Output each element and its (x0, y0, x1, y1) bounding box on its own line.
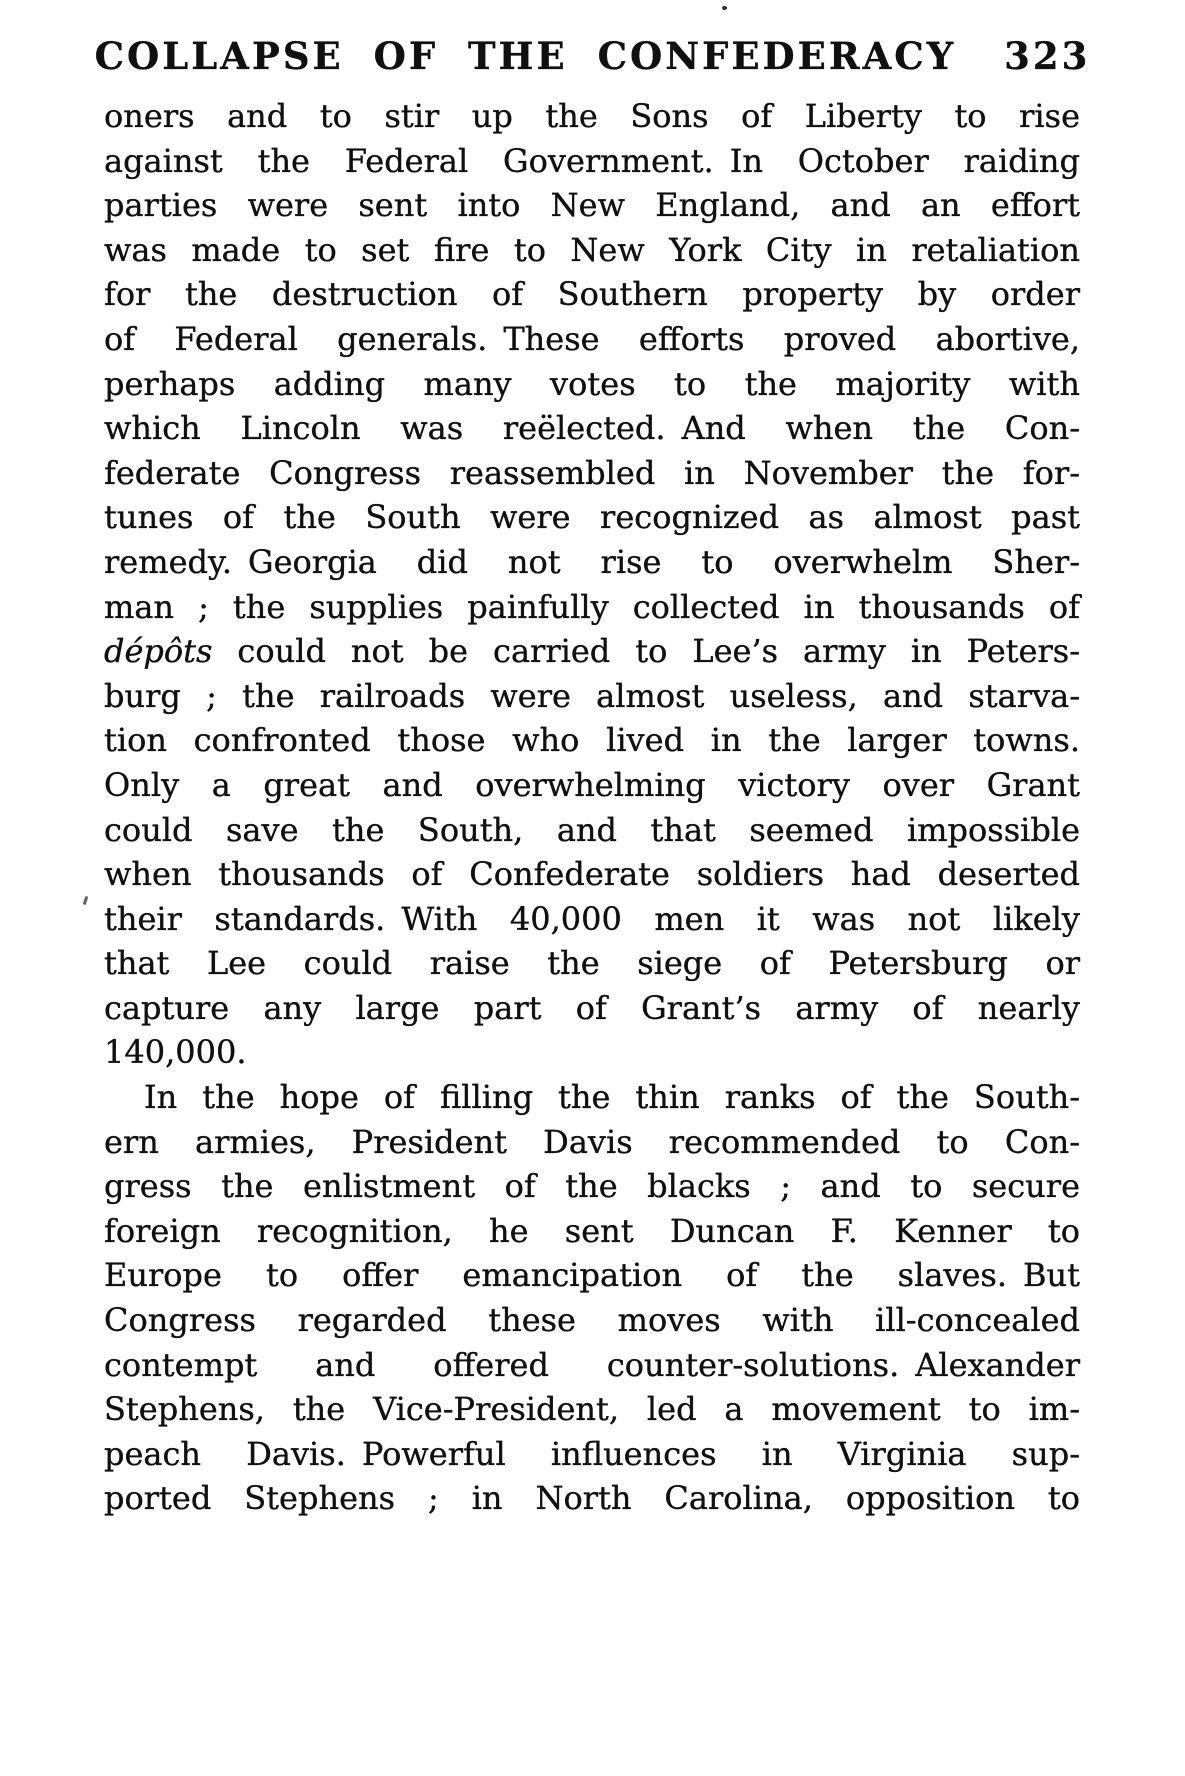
text-segment: perhaps adding many votes to the majority with (104, 364, 1080, 403)
text-line (104, 629, 1080, 674)
text-segment: ported Stephens ; in North Carolina, opposition to (104, 1479, 1080, 1518)
text-line (104, 1343, 1080, 1388)
text-segment: could save the South, and that seemed impossible (104, 810, 1080, 849)
text-segment: tion confronted those who lived in the larger towns. (104, 721, 1080, 760)
text-line (104, 986, 1080, 1031)
text-segment: of Federal generals. These efforts proved abortive, (104, 319, 1080, 358)
text-line (104, 674, 1080, 719)
text-line (104, 139, 1080, 184)
text-segment: for the destruction of Southern property by order (104, 275, 1080, 314)
text-line (104, 897, 1080, 942)
text-line (104, 808, 1080, 853)
text-segment: burg ; the railroads were almost useless, and starva- (104, 676, 1080, 715)
text-segment: gress the enlistment of the blacks ; and to secure (104, 1167, 1080, 1206)
text-line (104, 495, 1080, 540)
text-line (104, 1298, 1080, 1343)
text-segment: could not be carried to Lee’s army in Peters- (212, 632, 1080, 671)
scan-artifact-mark (83, 896, 89, 905)
text-segment: that Lee could raise the siege of Petersburg or (104, 944, 1080, 983)
text-segment: when thousands of Confederate soldiers had deserted (104, 855, 1080, 894)
text-segment: Congress regarded these moves with ill-concealed (104, 1301, 1080, 1340)
paragraph (104, 94, 1080, 1075)
scan-artifact-dot (722, 6, 727, 10)
text-line (104, 941, 1080, 986)
text-line (104, 852, 1080, 897)
text-line (104, 540, 1080, 585)
text-segment: against the Federal Government. In October raiding (104, 141, 1080, 180)
text-segment: was made to set fire to New York City in retaliation (104, 230, 1080, 269)
text-line (104, 585, 1080, 630)
text-line (104, 1164, 1080, 1209)
running-head-title: COLLAPSE OF THE CONFEDERACY (94, 34, 957, 78)
text-line (104, 1432, 1080, 1477)
text-line (104, 1030, 1080, 1075)
text-line (104, 406, 1080, 451)
text-line (104, 1120, 1080, 1165)
text-segment: which Lincoln was reëlected. And when the Con- (104, 409, 1080, 448)
page-header (0, 34, 1185, 78)
text-line (104, 451, 1080, 496)
text-segment: 140,000. (104, 1033, 247, 1072)
text-line (104, 718, 1080, 763)
text-line (104, 1209, 1080, 1254)
text-segment: man ; the supplies painfully collected in thousands of (104, 587, 1080, 626)
text-line (104, 1075, 1080, 1120)
text-line (104, 1253, 1080, 1298)
text-segment: tunes of the South were recognized as almost past (104, 498, 1080, 537)
text-segment: Stephens, the Vice-President, led a movement to im- (104, 1390, 1080, 1429)
text-segment: Europe to offer emancipation of the slaves. But (104, 1256, 1080, 1295)
text-segment: Only a great and overwhelming victory over Grant (104, 765, 1080, 804)
text-segment: ern armies, President Davis recommended to Con- (104, 1122, 1080, 1161)
text-segment: contempt and offered counter-solutions. Alexander (104, 1345, 1080, 1384)
text-segment: capture any large part of Grant’s army of nearly (104, 988, 1080, 1027)
text-line (104, 228, 1080, 273)
text-segment: dépôts (104, 632, 213, 671)
text-segment: peach Davis. Powerful influences in Virginia sup- (104, 1434, 1080, 1473)
text-line (104, 183, 1080, 228)
text-line (104, 317, 1080, 362)
paragraph (104, 1075, 1080, 1521)
text-line (104, 362, 1080, 407)
text-segment: parties were sent into New England, and an effort (104, 186, 1080, 225)
text-segment: oners and to stir up the Sons of Liberty to rise (104, 97, 1080, 135)
text-segment: federate Congress reassembled in November the for- (104, 453, 1080, 492)
page-number: 323 (1004, 34, 1091, 78)
text-line (104, 94, 1080, 139)
page-body (104, 94, 1080, 1521)
text-segment: foreign recognition, he sent Duncan F. Kenner to (104, 1211, 1080, 1250)
text-line (104, 763, 1080, 808)
text-segment: remedy. Georgia did not rise to overwhelm Sher- (104, 542, 1080, 581)
text-segment: In the hope of filling the thin ranks of the South- (144, 1078, 1080, 1117)
text-line (104, 1387, 1080, 1432)
text-segment: their standards. With 40,000 men it was not likely (104, 899, 1080, 938)
text-line (104, 1476, 1080, 1521)
text-line (104, 272, 1080, 317)
